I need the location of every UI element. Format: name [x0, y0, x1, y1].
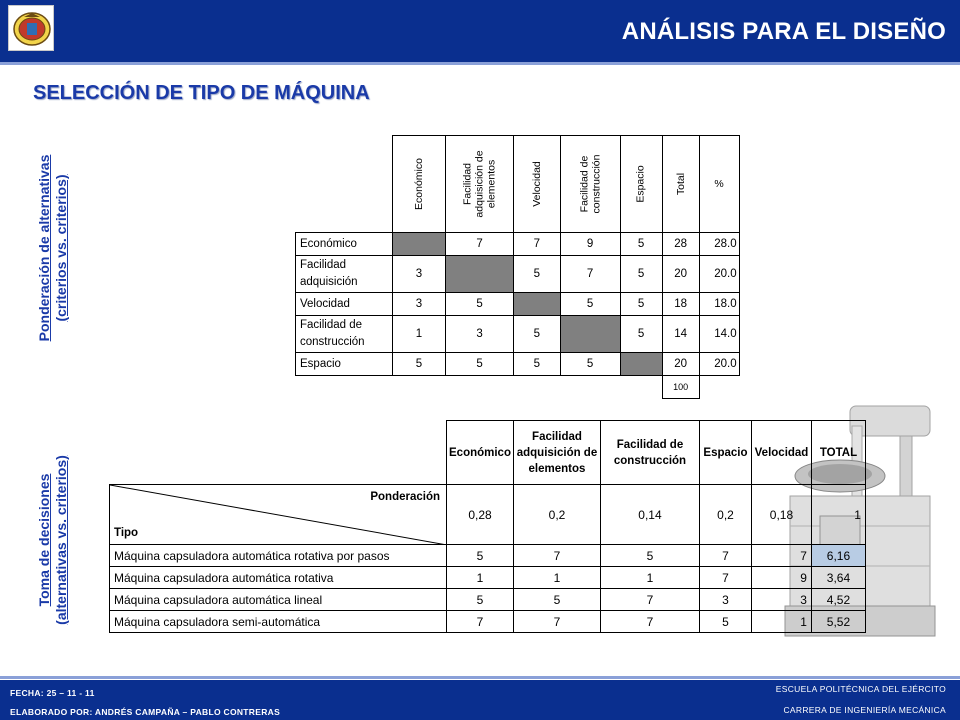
col-header: Velocidad — [514, 136, 561, 233]
table-row: Facilidad de construcción 1 3 5 5 14 14.0 — [296, 316, 740, 353]
table-row: Máquina capsuladora semi-automática 7 7 7 5 1 5,52 — [110, 611, 866, 633]
col-header: Facilidad de construcción — [560, 136, 620, 233]
table-row: Facilidad adquisición 3 5 7 5 20 20.0 — [296, 256, 740, 293]
side-title-ponderacion: Ponderación de alternativas (criterios vs. criterios) — [36, 154, 69, 342]
table-row: Máquina capsuladora automática lineal 5 5 7 3 3 4,52 — [110, 589, 866, 611]
col-header: Facilidad adquisición de elementos — [445, 136, 513, 233]
decision-matrix-table — [109, 420, 866, 633]
header-divider — [0, 62, 960, 65]
crest-icon — [12, 9, 52, 49]
best-total: 6,16 — [811, 545, 865, 567]
col-header: Económico — [447, 421, 514, 485]
weights-row: Ponderación Tipo 0,28 0,2 0,14 0,2 0,18 1 — [110, 485, 866, 545]
col-header: Económico — [393, 136, 446, 233]
table-row: Máquina capsuladora automática rotativa 1 1 1 7 9 3,64 — [110, 567, 866, 589]
col-header: Espacio — [620, 136, 662, 233]
university-logo — [8, 5, 54, 51]
table-row: Económico 7 7 9 5 28 28.0 — [296, 233, 740, 256]
section-title: SELECCIÓN DE TIPO DE MÁQUINA — [33, 82, 370, 104]
col-header: Total — [662, 136, 699, 233]
col-header: % — [699, 136, 739, 233]
side-title-toma-decisiones: Toma de decisiones (alternativas vs. criterios) — [36, 455, 69, 625]
percentage-total: 100 — [662, 376, 699, 399]
diagonal-header-cell: Ponderación Tipo — [110, 485, 447, 545]
pairwise-criteria-table — [295, 135, 740, 399]
footer-school: ESCUELA POLITÉCNICA DEL EJÉRCITO — [775, 684, 946, 694]
table-row: Velocidad 3 5 5 5 18 18.0 — [296, 293, 740, 316]
col-header: Facilidad adquisición de elementos — [513, 421, 600, 485]
col-header: Espacio — [699, 421, 751, 485]
footer-divider — [0, 676, 960, 679]
header-bar — [0, 0, 960, 62]
footer-author: ELABORADO POR: ANDRÉS CAMPAÑA – PABLO CONTRERAS — [10, 707, 281, 717]
footer-date: FECHA: 25 – 11 - 11 — [10, 688, 95, 698]
table-header-row — [296, 136, 740, 233]
table-header-row — [110, 421, 866, 485]
col-header: Velocidad — [751, 421, 811, 485]
table-row: Máquina capsuladora automática rotativa por pasos 5 7 5 7 7 6,16 — [110, 545, 866, 567]
col-header: TOTAL — [811, 421, 865, 485]
table-row: Espacio 5 5 5 5 20 20.0 — [296, 353, 740, 376]
col-header: Facilidad de construcción — [600, 421, 699, 485]
page-title: ANÁLISIS PARA EL DISEÑO — [621, 18, 946, 45]
footer-bar — [0, 680, 960, 720]
total-row — [296, 376, 740, 399]
footer-career: CARRERA DE INGENIERÍA MECÁNICA — [783, 705, 946, 715]
